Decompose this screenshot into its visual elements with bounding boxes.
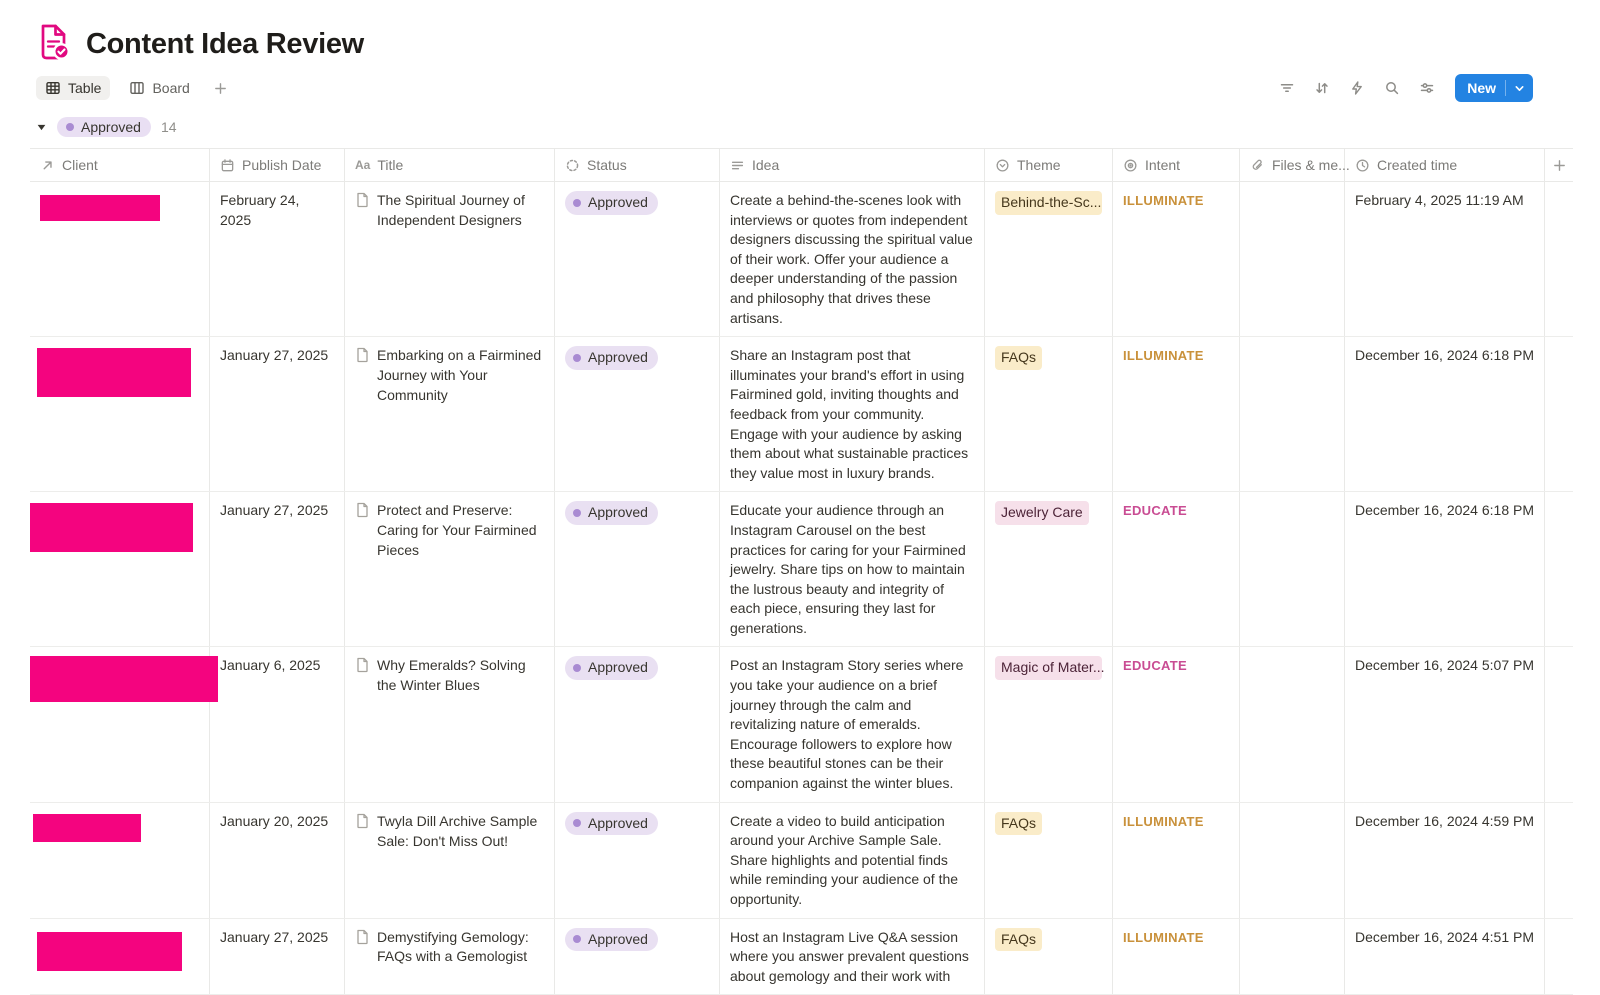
files-cell[interactable] [1240, 919, 1345, 995]
table-body [30, 182, 1573, 995]
column-header-status[interactable]: Status [555, 149, 720, 181]
theme-tag: Jewelry Care [995, 501, 1089, 525]
client-cell[interactable] [30, 803, 210, 918]
created-time-cell[interactable] [1345, 337, 1545, 491]
new-button-label: New [1467, 80, 1496, 96]
intent-cell[interactable] [1113, 647, 1240, 801]
page-icon [355, 813, 370, 835]
paperclip-icon [1250, 158, 1265, 173]
idea-cell[interactable] [720, 182, 985, 336]
created-time-cell[interactable] [1345, 182, 1545, 336]
column-header-client[interactable]: Client [30, 149, 210, 181]
chevron-down-icon[interactable] [1506, 74, 1533, 102]
title-cell[interactable] [345, 337, 555, 491]
theme-tag: Magic of Mater... [995, 656, 1102, 680]
intent-tag: ILLUMINATE [1123, 193, 1204, 208]
board-columns-icon [129, 80, 145, 96]
created-time-value: February 4, 2025 11:19 AM [1355, 192, 1524, 208]
search-icon[interactable] [1379, 75, 1405, 101]
created-time-value: December 16, 2024 6:18 PM [1355, 347, 1534, 364]
status-cell[interactable] [555, 492, 720, 646]
add-column-button[interactable] [1545, 149, 1573, 181]
created-time-value: December 16, 2024 4:59 PM [1355, 812, 1534, 829]
created-time-value: December 16, 2024 6:18 PM [1355, 502, 1534, 519]
target-icon [1123, 158, 1138, 173]
status-dot [66, 123, 74, 131]
column-header-title[interactable]: Aa Title [345, 149, 555, 181]
theme-tag: FAQs [995, 346, 1042, 370]
calendar-icon [220, 158, 235, 173]
group-collapse-triangle-icon[interactable] [36, 122, 47, 133]
status-cell[interactable] [555, 919, 720, 995]
add-view-button[interactable] [209, 77, 232, 100]
idea-cell[interactable] [720, 492, 985, 646]
created-time-value: December 16, 2024 5:07 PM [1355, 657, 1534, 674]
table-row[interactable] [30, 647, 1573, 802]
status-badge [565, 656, 658, 680]
table-row[interactable] [30, 182, 1573, 337]
relation-arrow-icon [40, 158, 55, 173]
theme-cell[interactable] [985, 182, 1113, 336]
idea-cell[interactable] [720, 803, 985, 918]
created-time-cell[interactable] [1345, 919, 1545, 995]
created-time-cell[interactable] [1345, 647, 1545, 801]
plus-icon [1552, 158, 1567, 173]
publish-date-cell[interactable] [210, 647, 345, 801]
status-cell[interactable] [555, 337, 720, 491]
page-icon [355, 502, 370, 524]
column-header-intent[interactable]: Intent [1113, 149, 1240, 181]
column-header-files[interactable]: Files & me... [1240, 149, 1345, 181]
page-icon [355, 192, 370, 214]
publish-date-value: January 27, 2025 [220, 928, 329, 945]
row-title: Why Emeralds? Solving the Winter Blues [377, 657, 526, 694]
idea-value: Share an Instagram post that illuminates your brand's effort in using Fairmined gold, inviting thoughts and feedback from your community. Engage with your audience by asking them about what sustainable practices they value most in luxury brands. [730, 347, 969, 481]
theme-cell[interactable] [985, 337, 1113, 491]
status-dot [573, 819, 581, 827]
theme-cell[interactable] [985, 803, 1113, 918]
publish-date-value: February 24, 2025 [220, 192, 300, 228]
client-redaction-block [40, 195, 160, 221]
intent-tag: ILLUMINATE [1123, 929, 1204, 945]
table-row[interactable] [30, 492, 1573, 647]
status-label: Approved [588, 504, 648, 521]
row-title: Protect and Preserve: Caring for Your Fairmined Pieces [377, 502, 537, 559]
publish-date-cell[interactable] [210, 492, 345, 646]
intent-cell[interactable] [1113, 803, 1240, 918]
column-header-theme[interactable]: Theme [985, 149, 1113, 181]
intent-cell[interactable] [1113, 919, 1240, 995]
column-header-row [30, 148, 1573, 182]
publish-date-value: January 27, 2025 [220, 347, 329, 364]
intent-tag: EDUCATE [1123, 658, 1187, 674]
theme-cell[interactable] [985, 492, 1113, 646]
idea-value: Create a video to build anticipation around your Archive Sample Sale. Share highlights and potential finds while reminding your audience of the opportunity. [730, 812, 959, 907]
theme-tag: FAQs [995, 928, 1042, 952]
idea-value: Host an Instagram Live Q&A session where you answer prevalent questions about gemology and their work with [730, 928, 969, 984]
sort-icon[interactable] [1309, 75, 1335, 101]
page-title: Content Idea Review [86, 28, 364, 60]
table-row[interactable] [30, 919, 1573, 995]
title-cell[interactable] [345, 919, 555, 995]
theme-tag: FAQs [995, 812, 1042, 836]
automation-lightning-icon[interactable] [1344, 75, 1370, 101]
page-icon [355, 657, 370, 679]
group-status-badge[interactable] [57, 117, 151, 137]
row-title: The Spiritual Journey of Independent Designers [377, 192, 525, 228]
page-doc-check-icon [33, 22, 73, 67]
status-dot [573, 199, 581, 207]
status-badge [565, 501, 658, 525]
publish-date-cell[interactable] [210, 803, 345, 918]
column-header-publish-date[interactable]: Publish Date [210, 149, 345, 181]
publish-date-cell[interactable] [210, 182, 345, 336]
customize-sliders-icon[interactable] [1414, 75, 1440, 101]
client-redaction-block [33, 814, 141, 842]
new-button[interactable] [1455, 74, 1533, 102]
status-badge [565, 346, 658, 370]
files-cell[interactable] [1240, 492, 1345, 646]
filter-icon[interactable] [1274, 75, 1300, 101]
row-title: Demystifying Gemology: FAQs with a Gemologist [377, 928, 529, 965]
status-label: Approved [588, 349, 648, 366]
client-redaction-block [37, 348, 191, 397]
status-spinner-icon [565, 158, 580, 173]
created-time-cell[interactable] [1345, 492, 1545, 646]
views-toolbar-row [36, 73, 1533, 103]
idea-value: Educate your audience through an Instagram Carousel on the best practices for caring for your Fairmined jewelry. Share tips on how to maintain the lustrous beauty and integrity of each piece, ensuring they last for generations. [730, 502, 966, 636]
client-redaction-block [30, 656, 218, 702]
view-toolbar [1274, 74, 1533, 102]
intent-tag: ILLUMINATE [1123, 348, 1204, 364]
tab-table-label: Table [68, 80, 102, 96]
select-circle-icon [995, 158, 1010, 173]
row-title: Embarking on a Fairmined Journey with Your Community [377, 347, 542, 403]
client-redaction-block [37, 932, 182, 971]
intent-tag: ILLUMINATE [1123, 813, 1204, 829]
files-cell[interactable] [1240, 182, 1345, 336]
column-header-idea[interactable]: Idea [720, 149, 985, 181]
group-label: Approved [81, 119, 141, 135]
idea-value: Post an Instagram Story series where you take your audience on a brief journey through the calm and revitalizing nature of emeralds. Encourage followers to explore how these beautiful stones can be their companion against the winter blues. [730, 657, 964, 792]
status-cell[interactable] [555, 647, 720, 801]
column-header-created-time[interactable]: Created time [1345, 149, 1545, 181]
tab-board-label: Board [152, 80, 190, 96]
files-cell[interactable] [1240, 647, 1345, 801]
status-badge [565, 928, 658, 952]
title-cell[interactable] [345, 182, 555, 336]
client-cell[interactable] [30, 919, 210, 995]
files-cell[interactable] [1240, 337, 1345, 491]
tab-board[interactable] [120, 76, 198, 100]
intent-cell[interactable] [1113, 182, 1240, 336]
theme-tag: Behind-the-Sc... [995, 191, 1102, 215]
title-cell[interactable] [345, 492, 555, 646]
table-row[interactable] [30, 803, 1573, 919]
row-title: Twyla Dill Archive Sample Sale: Don't Miss Out! [377, 812, 538, 849]
idea-cell[interactable] [720, 647, 985, 801]
publish-date-value: January 27, 2025 [220, 502, 329, 519]
client-cell[interactable] [30, 492, 210, 646]
group-count: 14 [160, 119, 177, 135]
publish-date-cell[interactable] [210, 919, 345, 995]
tab-table[interactable] [36, 76, 110, 100]
publish-date-cell[interactable] [210, 337, 345, 491]
idea-cell[interactable] [720, 919, 985, 995]
group-header [36, 117, 177, 137]
created-time-value: December 16, 2024 4:51 PM [1355, 928, 1534, 945]
created-time-cell[interactable] [1345, 803, 1545, 918]
table-row[interactable] [30, 337, 1573, 492]
page-header [33, 22, 364, 67]
theme-cell[interactable] [985, 647, 1113, 801]
intent-tag: EDUCATE [1123, 503, 1187, 519]
text-lines-icon [730, 158, 745, 173]
intent-cell[interactable] [1113, 337, 1240, 491]
client-cell[interactable] [30, 647, 210, 801]
status-badge [565, 191, 658, 215]
table-grid-icon [45, 80, 61, 96]
status-dot [573, 354, 581, 362]
client-cell[interactable] [30, 182, 210, 336]
publish-date-value: January 6, 2025 [220, 657, 321, 674]
status-dot [573, 935, 581, 943]
status-badge [565, 812, 658, 836]
status-cell[interactable] [555, 182, 720, 336]
text-aa-icon: Aa [355, 158, 371, 172]
client-cell[interactable] [30, 337, 210, 491]
theme-cell[interactable] [985, 919, 1113, 995]
client-redaction-block [30, 503, 193, 552]
status-label: Approved [588, 659, 648, 676]
title-cell[interactable] [345, 803, 555, 918]
files-cell[interactable] [1240, 803, 1345, 918]
page-icon [355, 929, 370, 951]
status-label: Approved [588, 194, 648, 210]
clock-icon [1355, 158, 1370, 173]
idea-cell[interactable] [720, 337, 985, 491]
publish-date-value: January 20, 2025 [220, 812, 329, 829]
status-dot [573, 664, 581, 672]
status-label: Approved [588, 930, 648, 947]
status-label: Approved [588, 814, 648, 831]
database-table [30, 148, 1573, 995]
title-cell[interactable] [345, 647, 555, 801]
plus-icon [213, 81, 228, 96]
page-icon [355, 347, 370, 369]
idea-value: Create a behind-the-scenes look with interviews or quotes from independent designers discussing the spiritual value of their work. Offer your audience a deeper understanding of the passion and philosophy that drives these artisans. [730, 192, 973, 326]
status-dot [573, 509, 581, 517]
status-cell[interactable] [555, 803, 720, 918]
intent-cell[interactable] [1113, 492, 1240, 646]
